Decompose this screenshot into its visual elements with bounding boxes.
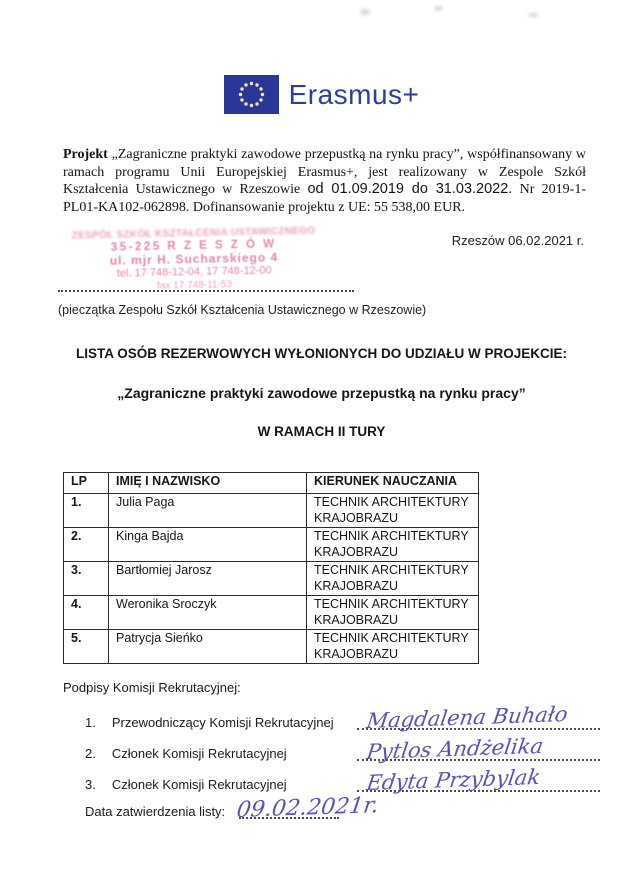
cell-field: TECHNIK ARCHITEKTURY KRAJOBRAZU [307,494,479,528]
stamp-city: 35-225 R Z E S Z Ó W [110,238,277,254]
signature-line [357,764,600,795]
erasmus-wordmark: Erasmus+ [288,78,420,110]
table-body [64,494,479,664]
role-label: Członek Komisji Rekrutacyjnej [111,746,287,761]
cell-lp: 3. [64,562,109,596]
role-label: Członek Komisji Rekrutacyjnej [111,777,287,792]
intro-dates: od 01.09.2019 do 31.03.2022. [307,181,513,198]
signatures-heading: Podpisy Komisji Rekrutacyjnej: [63,680,241,695]
eu-flag-icon [224,75,279,114]
school-address-stamp [67,224,320,294]
signature-line [357,733,600,764]
signature-row [63,764,600,795]
cell-field: TECHNIK ARCHITEKTURY KRAJOBRAZU [307,562,479,596]
cell-name: Patrycja Sieńko [109,630,307,664]
committee-role [63,777,287,792]
signature-row [63,733,600,764]
table-row [64,528,479,562]
approval-date-line [235,793,381,823]
table-header-row [64,473,479,494]
signatures-section [63,680,600,823]
signature-line [357,702,600,733]
signature-row [63,702,600,733]
stamp-street: ul. mjr H. Sucharskiego 4 [109,250,279,268]
document-title: LISTA OSÓB REZERWOWYCH WYŁONIONYCH DO UDZIAŁU W PROJEKCIE: [76,346,567,361]
cell-lp: 1. [64,494,109,528]
project-name-heading: „Zagraniczne praktyki zawodowe przepustką na rynku pracy” [117,385,526,401]
cell-name: Weronika Sroczyk [109,596,307,630]
cell-field: TECHNIK ARCHITEKTURY KRAJOBRAZU [307,596,479,630]
role-number: 3. [85,777,96,792]
handwritten-approval-date: 09.02.2021r. [235,793,381,823]
handwritten-signature: Magdalena Buhało [365,702,570,733]
cell-lp: 2. [64,528,109,562]
col-header-lp: LP [64,473,109,494]
stamp-fax: fax 17 748-11-53 [157,279,233,292]
handwritten-signature: Pytlos Andżelika [365,733,545,764]
table-row [64,494,479,528]
approval-date-row [63,793,600,823]
stamp-school-name: ZESPÓŁ SZKÓŁ KSZTAŁCENIA USTAWICZNEGO [71,225,316,242]
role-number: 2. [85,746,96,761]
table-row [64,596,479,630]
scan-artifact [434,6,443,11]
cell-name: Julia Paga [109,494,307,528]
cell-lp: 4. [64,596,109,630]
erasmus-logo [0,75,643,114]
scan-artifact [528,13,539,17]
cell-field: TECHNIK ARCHITEKTURY KRAJOBRAZU [307,630,479,664]
project-intro-paragraph [63,146,586,216]
handwritten-signature: Edyta Przybylak [365,764,542,795]
signatures-list [63,702,600,795]
cell-name: Bartłomiej Jarosz [109,562,307,596]
place-and-date: Rzeszów 06.02.2021 r. [451,233,584,248]
committee-role [63,746,287,761]
role-number: 1. [85,715,96,730]
col-header-field: KIERUNEK NAUCZANIA [307,473,479,494]
role-label: Przewodniczący Komisji Rekrutacyjnej [111,715,334,730]
intro-lead: Projekt [63,147,108,162]
intro-body-1: „Zagraniczne praktyki zawodowe przepustką na rynku pracy”, współfinansowany w ramach programu Unii Europejskiej Erasmus+, jest realizowany w Zespole Szkół Kształcenia Ustawicznego w Rzeszowie [63,147,586,198]
intro-body-2: Nr 2019-1-PL01-KA102-062898. Dofinansowanie projektu z UE: 55 538,00 EUR. [63,182,586,215]
stamp-signature-line [58,290,354,292]
stamp-phone: tel. 17 748-12-04, 17 748-12-00 [116,264,272,280]
cell-name: Kinga Bajda [109,528,307,562]
reserve-candidates-table [63,472,479,664]
col-header-name: IMIĘ I NAZWISKO [109,473,307,494]
committee-role [63,715,334,730]
cell-field: TECHNIK ARCHITEKTURY KRAJOBRAZU [307,528,479,562]
approval-date-label: Data zatwierdzenia listy: [85,804,226,819]
round-heading: W RAMACH II TURY [257,424,386,439]
table-row [64,562,479,596]
cell-lp: 5. [64,630,109,664]
stamp-caption: (pieczątka Zespołu Szkół Kształcenia Ustawicznego w Rzeszowie) [58,303,427,317]
table-row [64,630,479,664]
scan-artifact [360,9,370,15]
